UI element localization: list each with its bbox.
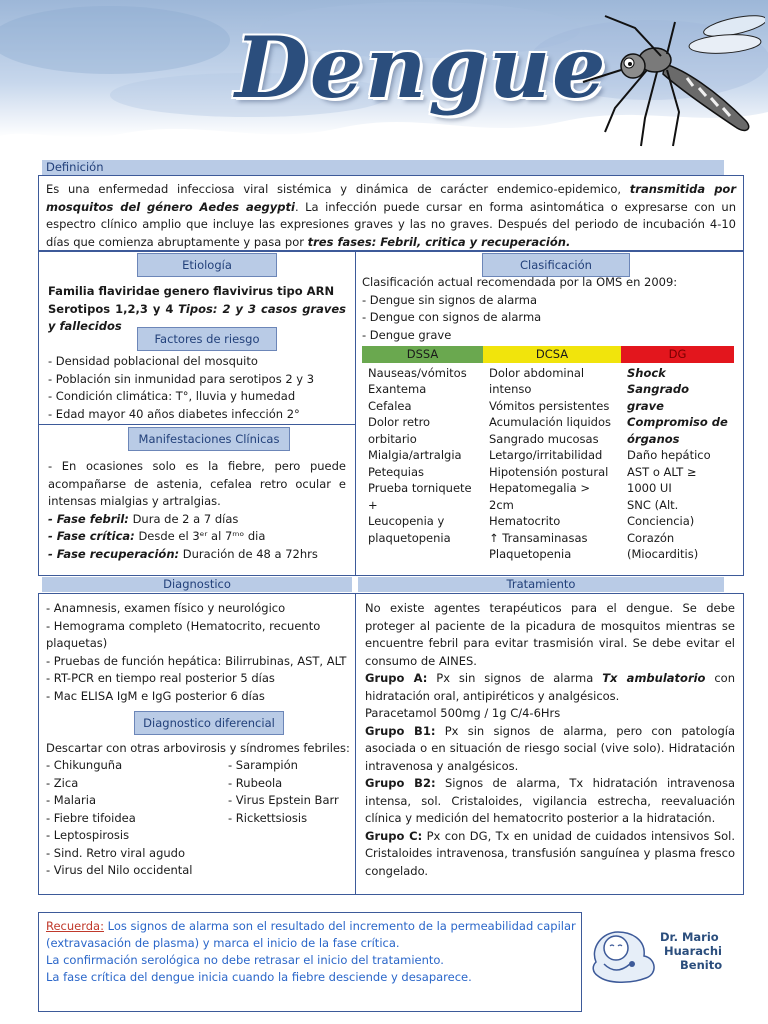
table-cell: Shock Sangrado grave Compromiso de órganos Daño hepático AST o ALT ≥ 1000 UI SNC (Alt. Conciencia) Corazón (Miocarditis) xyxy=(627,365,728,561)
list-item: - Pruebas de función hepática: Bilirrubinas, AST, ALT xyxy=(46,653,347,668)
tratamiento-band xyxy=(358,577,724,592)
list-item: - Dengue con signos de alarma xyxy=(362,310,542,324)
list-item: - Población sin inmunidad para serotipos 2 y 3 xyxy=(48,371,315,386)
list-item: - RT-PCR en tiempo real posterior 5 días xyxy=(46,671,275,685)
clasificacion-table xyxy=(362,346,734,563)
table-header-dcsa: DCSA xyxy=(483,346,621,363)
list-item: - Edad mayor 40 años diabetes infección 2° xyxy=(48,406,300,421)
manifestaciones-text: - En ocasiones solo es la fiebre, pero puede acompañarse de astenia, cefalea retro ocular e intensas mialgias y artralgias. - Fase febril: Dura de 2 a 7 días - Fase crítica: Desde el 3ᵉʳ al 7ᵐᵒ dia - Fase recuperación: Duración de 48 a 72hrs xyxy=(48,459,346,561)
list-item: - Leptospirosis xyxy=(46,828,130,842)
definicion-band xyxy=(42,160,724,175)
list-item: - Chikunguña xyxy=(46,758,123,772)
table-cell: Nauseas/vómitos Exantema Cefalea Dolor retro orbitario Mialgia/artralgia Petequias Prueba torniquete + Leucopenia y plaquetopenia xyxy=(368,365,472,545)
factores-pill: Factores de riesgo xyxy=(137,327,277,351)
manifestaciones-pill: Manifestaciones Clínicas xyxy=(128,427,290,451)
definicion-label: Definición xyxy=(46,160,104,174)
clasificacion-pill: Clasificación xyxy=(482,253,630,277)
diferencial-pill: Diagnostico diferencial xyxy=(134,711,284,735)
diferencial-right-list xyxy=(228,757,352,827)
list-item: - Zica xyxy=(46,775,79,790)
definicion-text: Es una enfermedad infecciosa viral sistémica y dinámica de carácter endemico-epidemico, transmitida por mosquitos del género Aedes aegypti. La infección puede cursar en forma asintomática o expresarse con un espectro clínico amplio que incluye las expresiones graves y las no graves. Después del periodo de incubación 4-10 días que comienza abruptamente y pasa por tres fases: Febril, critica y recuperación. xyxy=(46,182,737,249)
list-item: - Anamnesis, examen físico y neurológico xyxy=(46,601,286,615)
table-header-dssa: DSSA xyxy=(362,346,483,363)
diagnostico-list xyxy=(46,600,350,705)
factores-list xyxy=(48,353,348,423)
list-item: - Dengue grave xyxy=(362,327,452,342)
page-title: Dengue xyxy=(235,18,608,117)
mosquito-icon xyxy=(575,8,765,148)
list-item: - Hemograma completo (Hematocrito, recuento plaquetas) xyxy=(46,618,321,650)
recuerda-label: Recuerda: xyxy=(46,919,104,933)
etiologia-text: Familia flaviridae genero flavivirus tipo ARN Serotipos 1,2,3 y 4 Tipos: 2 y 3 casos graves y fallecidos xyxy=(48,284,347,333)
diferencial-left-list xyxy=(46,757,226,880)
clasificacion-text: Clasificación actual recomendada por la OMS en 2009: - Dengue sin signos de alarma - Dengue con signos de alarma - Dengue grave xyxy=(362,274,738,344)
table-header-dg: DG xyxy=(621,346,734,363)
tratamiento-text: No existe agentes terapéuticos para el dengue. Se debe proteger al paciente de la picadura de mosquitos mientras se encuentre febril para evitar trasmisión viral. Se debe evitar el consumo de AINES. Grupo A: Px sin signos de alarma Tx ambulatorio con hidratación oral, antipiréticos y analgésicos. Paracetamol 500mg / 1g C/4-6Hrs Grupo B1: Px sin signos de alarma, pero con patología asociada o en situación de riesgo social (vive solo). Hidratación intravenosa y analgésicos. Grupo B2: Signos de alarma, Tx hidratación intravenosa intensa, sol. Cristaloides, vigilancia estrecha, reevaluación clínica y medición del hematocrito posterior a la hidratación. Grupo C: Px con DG, Tx en unidad de cuidados intensivos Sol. Cristaloides intravenosa, transfusión sanguínea y plasma fresco congelado. xyxy=(365,601,736,878)
diferencial-intro: Descartar con otras arbovirosis y síndromes febriles: xyxy=(46,741,350,755)
list-item: - Sind. Retro viral agudo xyxy=(46,845,186,860)
tratamiento-label: Tratamiento xyxy=(506,577,576,591)
diagnostico-label: Diagnostico xyxy=(163,577,231,591)
list-item: - Condición climática: T°, lluvia y humedad xyxy=(48,389,296,403)
author-name: Dr. Mario Huarachi Benito xyxy=(660,930,723,972)
list-item: - Fiebre tifoidea xyxy=(46,810,136,825)
recuerda-text: Recuerda: Los signos de alarma son el resultado del incremento de la permeabilidad capilar (extravasación de plasma) y marca el inicio de la fase crítica. La confirmación serológica no debe retrasar el inicio del tratamiento. La fase crítica del dengue inicia cuando la fiebre desciende y desaparece. xyxy=(46,919,576,984)
doctor-avatar-icon xyxy=(586,918,658,988)
list-item: - Sarampión xyxy=(228,758,298,772)
list-item: - Mac ELISA IgM e IgG posterior 6 días xyxy=(46,688,265,703)
diagnostico-band xyxy=(42,577,352,592)
list-item: - Virus Epstein Barr xyxy=(228,793,339,807)
list-item: - Densidad poblacional del mosquito xyxy=(48,354,258,368)
table-cell: Dolor abdominal intenso Vómitos persistentes Acumulación liquidos Sangrado mucosas Letargo/irritabilidad Hipotensión postural Hepatomegalia > 2cm Hematocrito ↑ Transaminasas Plaquetopenia xyxy=(489,365,612,561)
divider xyxy=(38,424,356,425)
list-item: - Rickettsiosis xyxy=(228,810,308,825)
list-item: - Virus del Nilo occidental xyxy=(46,863,193,877)
list-item: - Malaria xyxy=(46,793,96,807)
list-item: - Rubeola xyxy=(228,775,283,790)
header-banner xyxy=(0,0,768,158)
list-item: - Dengue sin signos de alarma xyxy=(362,292,538,307)
etiologia-pill: Etiología xyxy=(137,253,277,277)
